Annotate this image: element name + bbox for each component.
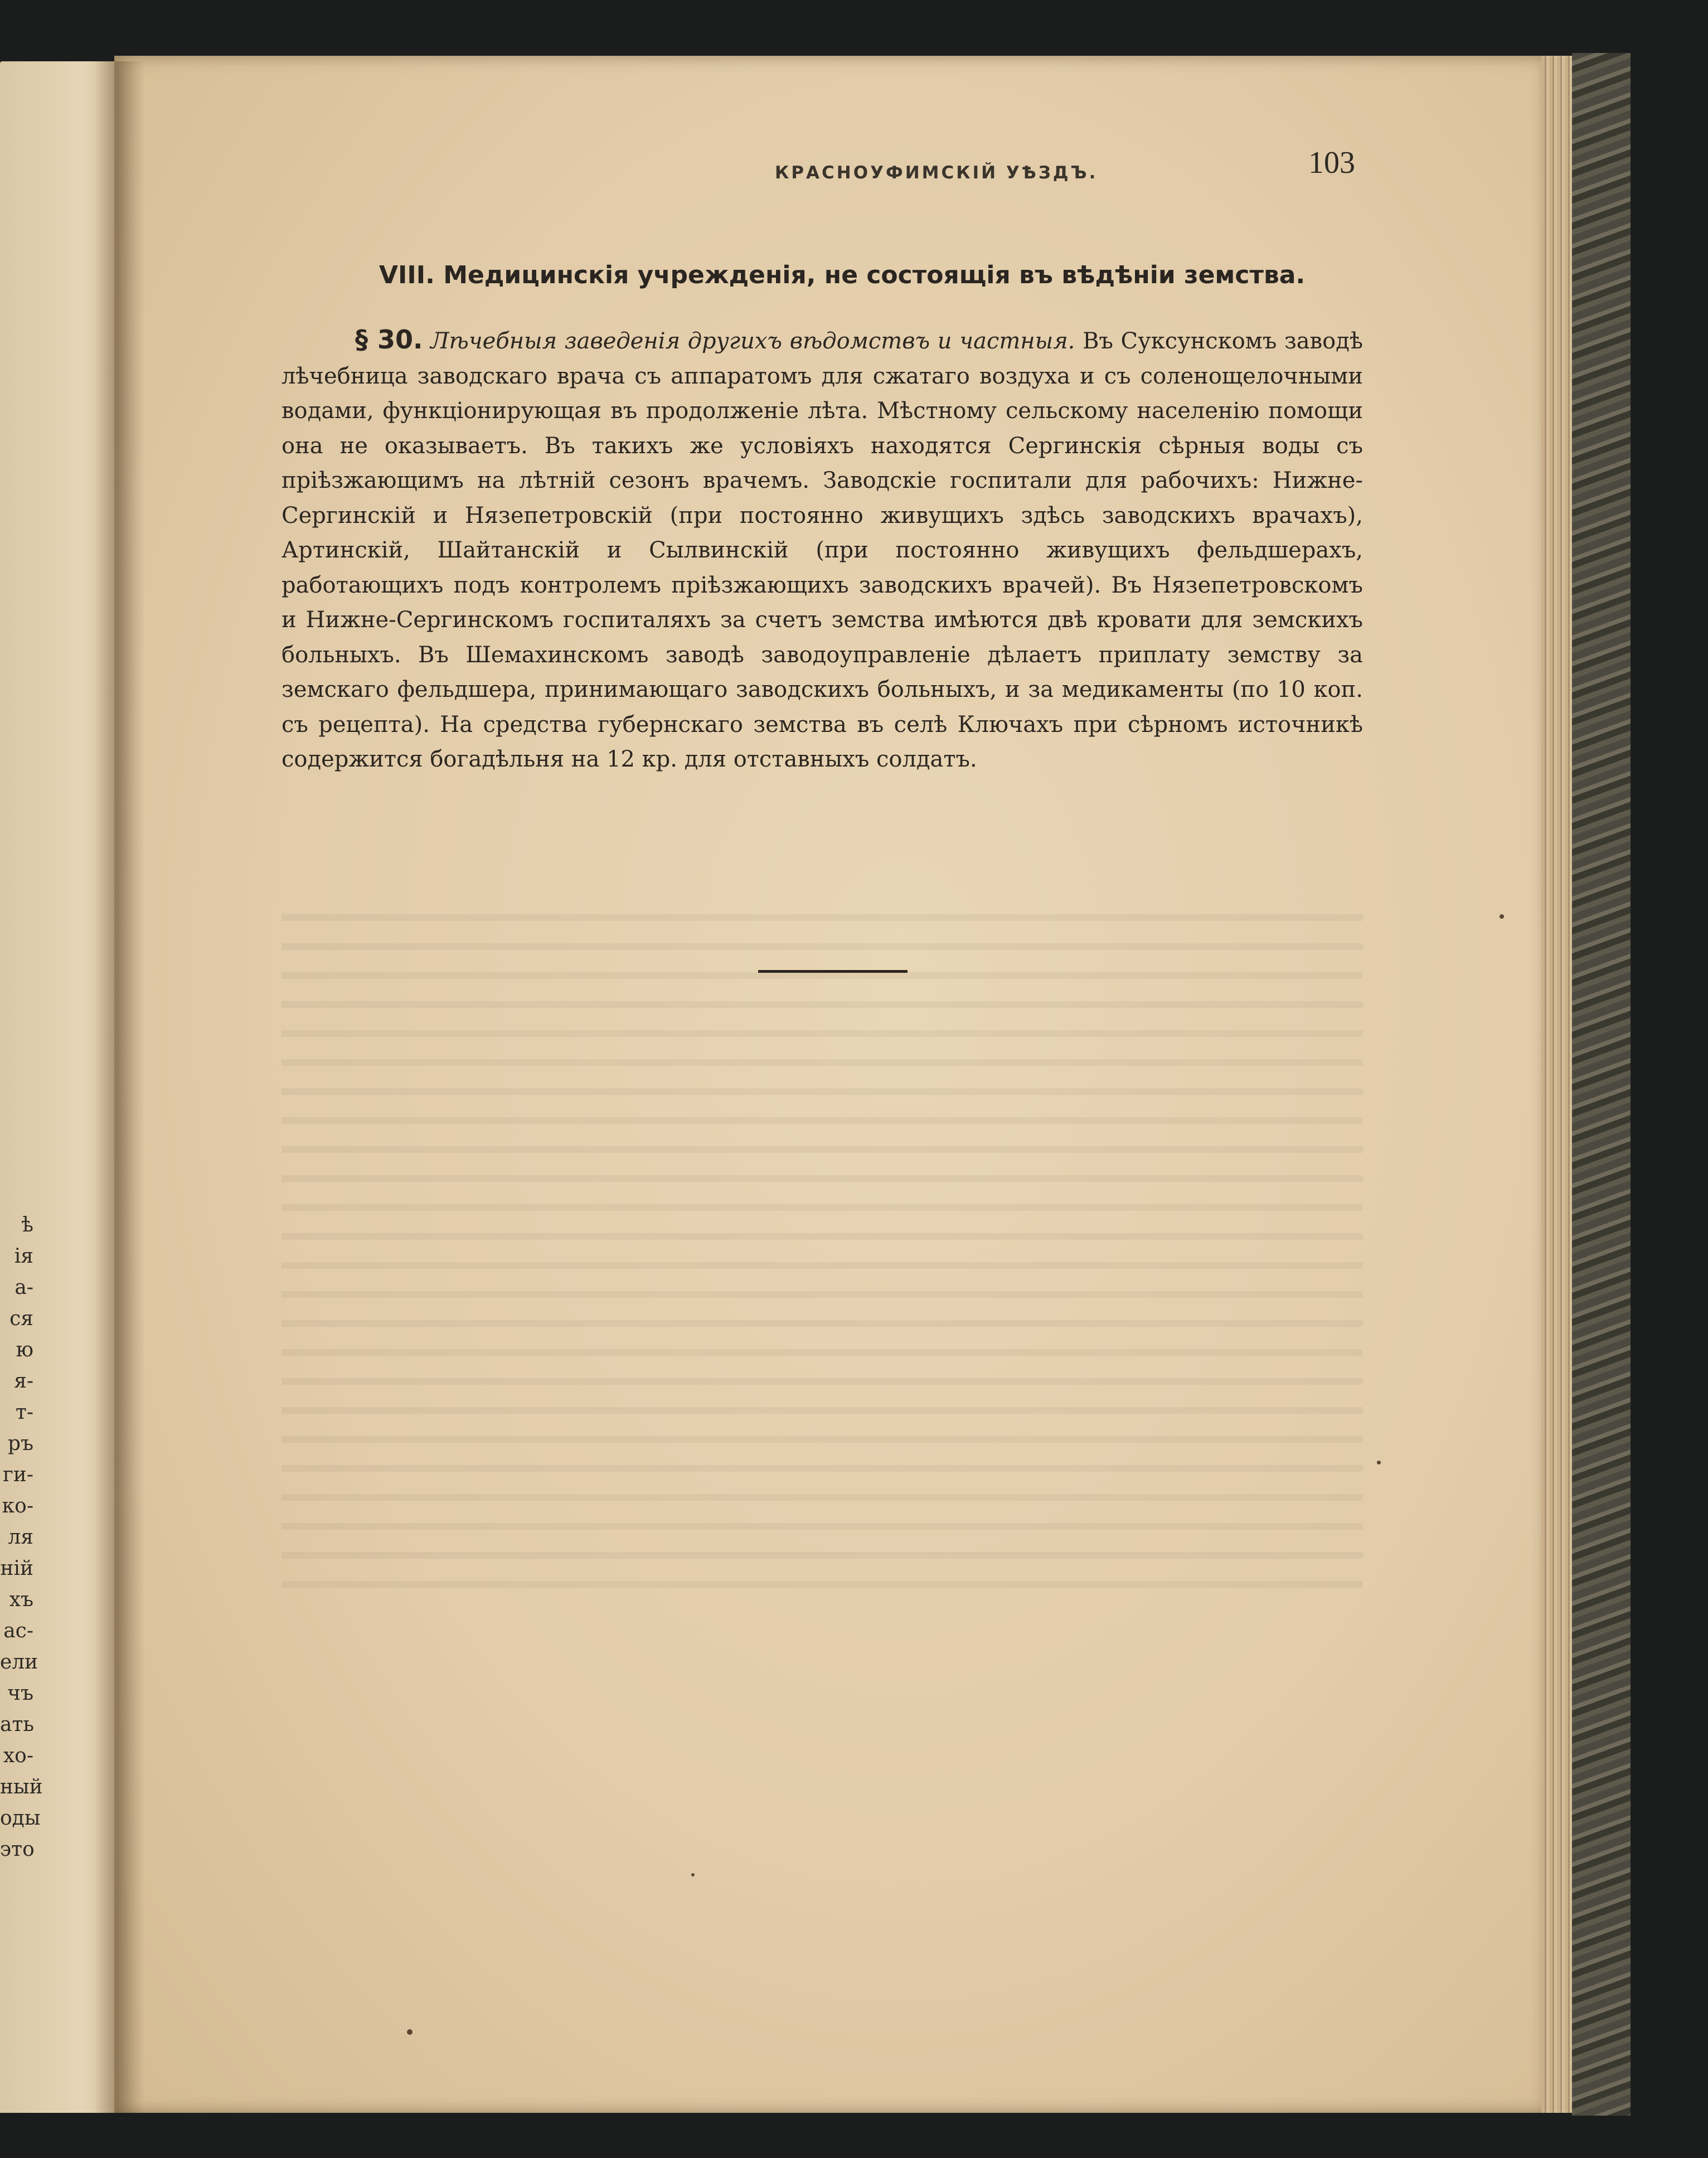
left-page-fragment: ас- — [3, 1619, 33, 1642]
marbled-cover — [1572, 53, 1631, 2116]
page-header — [114, 145, 1547, 190]
left-page-fragment: чъ — [7, 1682, 33, 1705]
paper-speck — [691, 1873, 695, 1876]
paragraph-text: Въ Суксунскомъ заводѣ лѣчебница заводскаго врача съ аппаратомъ для сжатаго воздуха и съ соленощелочными водами, функціонирующая въ продолженіе лѣта. Мѣстному сельскому населенію помощи она не оказываетъ. Въ такихъ же условіяхъ находятся Сергинскія сѣрныя воды съ пріѣзжающимъ на лѣтній сезонъ врачемъ. Заводскіе госпитали для рабочихъ: Нижне-Сергинскій и Нязепетровскій (при постоянно живущихъ здѣсь заводскихъ врачахъ), Артинскій, Шайтанскій и Сылвинскій (при постоянно живущихъ фельдшерахъ, работающихъ подъ контролемъ пріѣзжающихъ заводскихъ врачей). Въ Нязепетровскомъ и Нижне-Сергинскомъ госпиталяхъ за счетъ земства имѣются двѣ кровати для земскихъ больныхъ. Въ Шемахинскомъ заводѣ заводоуправленіе дѣлаетъ приплату земству за земскаго фельдшера, принимающаго заводскихъ больныхъ, и за медикаменты (по 10 коп. съ рецепта). На средства губернскаго земства въ селѣ Ключахъ при сѣрномъ источникѣ содержится богадѣльня на 12 кр. для отставныхъ солдатъ. — [282, 328, 1364, 772]
paragraph-30 — [282, 322, 1363, 777]
left-page-fragment: ръ — [8, 1432, 33, 1455]
left-page-fragment: ній — [0, 1557, 33, 1580]
left-page-fragment: ать — [0, 1713, 34, 1736]
paper-speck — [1500, 914, 1504, 919]
left-page-fragment: ю — [16, 1339, 33, 1361]
running-head: КРАСНОУФИМСКІЙ УѢЗДЪ. — [775, 163, 1098, 183]
left-page-text-fragments — [0, 1210, 43, 1865]
left-page-fragment: это — [0, 1838, 35, 1861]
left-page-fragment: ся — [9, 1307, 33, 1330]
section-end-rule — [758, 970, 908, 973]
left-page-fragment: ко- — [2, 1495, 33, 1517]
paper-speck — [1377, 1461, 1381, 1464]
left-page-fragment: оды — [0, 1807, 41, 1830]
left-page-fragment: хъ — [9, 1588, 33, 1611]
left-page-fragment: а- — [14, 1276, 33, 1299]
left-page-fragment: т- — [15, 1401, 33, 1424]
paragraph-heading: Лѣчебныя заведенія другихъ вѣдомствъ и частныя. — [430, 328, 1075, 354]
book-gutter — [95, 61, 145, 2113]
left-page-fragment: хо- — [3, 1744, 33, 1767]
paragraph-sign: § 30. — [355, 324, 423, 355]
left-page-fragment: ѣ — [21, 1214, 33, 1236]
left-page-fragment: ели — [0, 1651, 38, 1674]
section-title: VIII. Медицинскія учрежденія, не состоящія въ вѣдѣніи земства. — [379, 261, 1306, 289]
left-page-fragment: ги- — [2, 1463, 33, 1486]
page-number: 103 — [1308, 146, 1355, 180]
show-through-text — [282, 892, 1363, 1589]
left-page-fragment: ный — [0, 1776, 43, 1798]
paragraph-body — [282, 322, 1363, 777]
left-page-fragment: ля — [8, 1526, 33, 1549]
left-page-fragment: ія — [14, 1245, 33, 1268]
left-page-fragment: я- — [14, 1370, 33, 1393]
paper-speck — [407, 2029, 413, 2035]
